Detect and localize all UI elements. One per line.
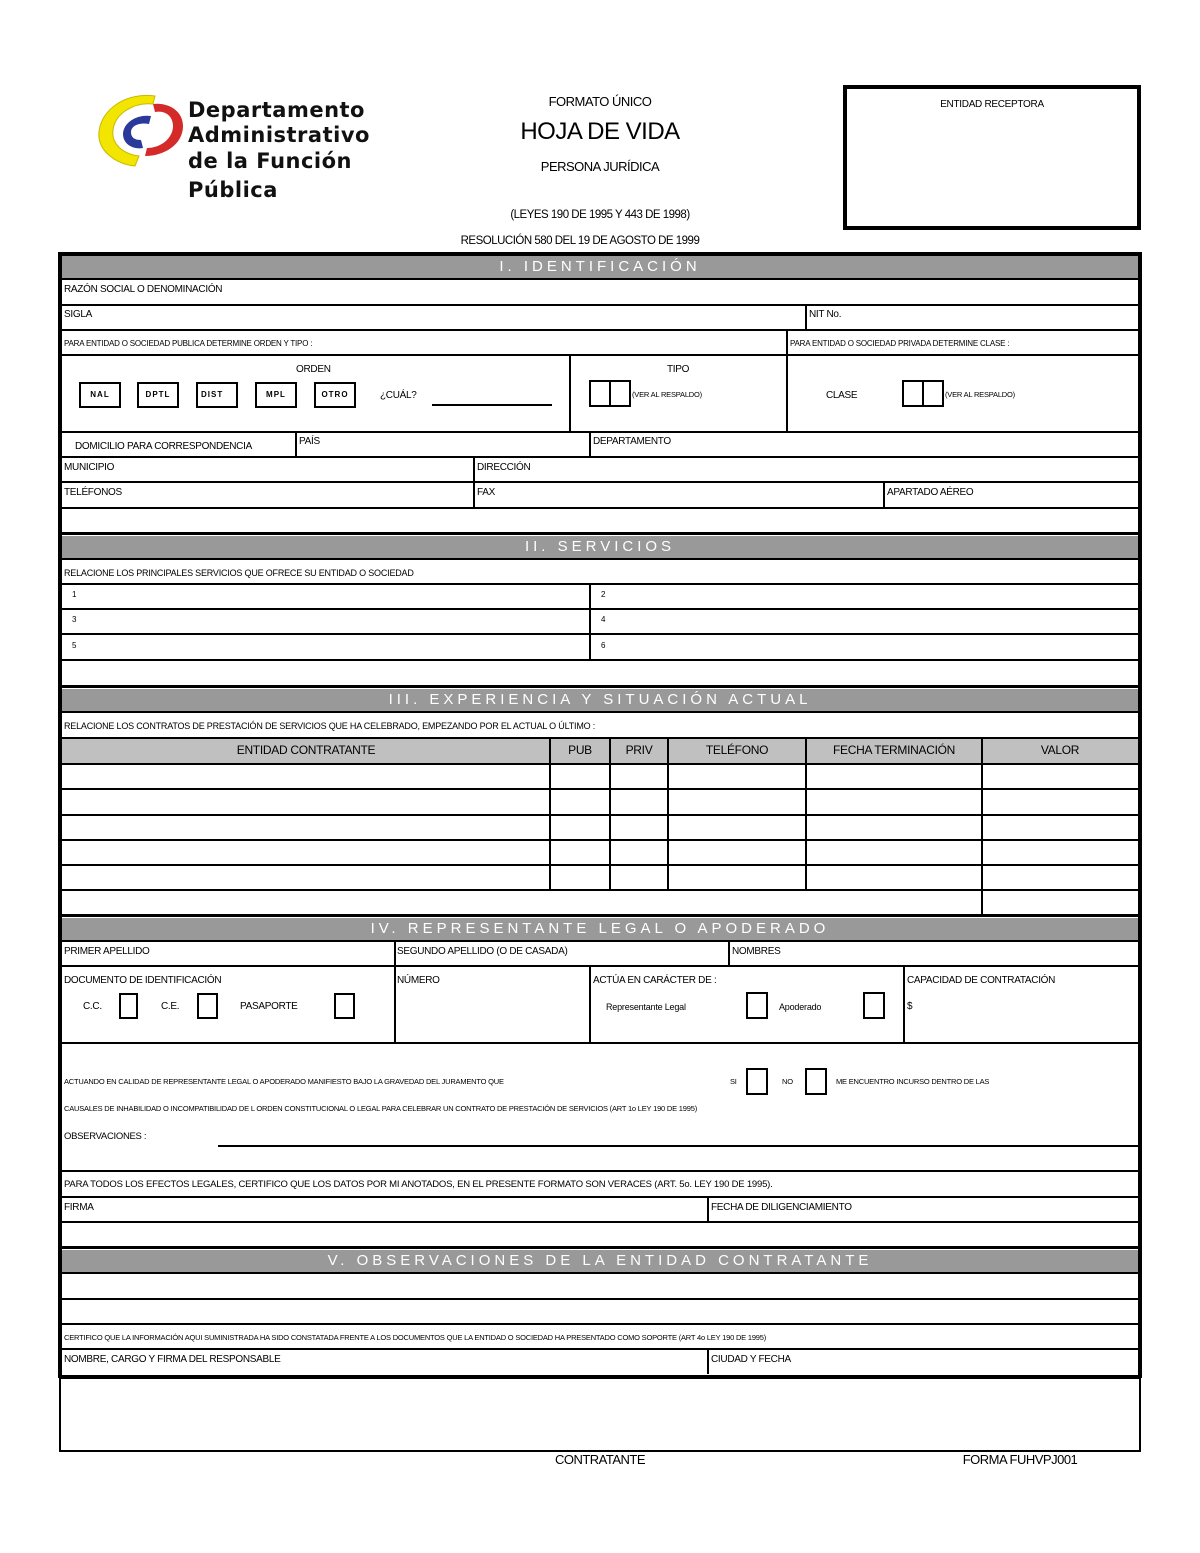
row2-priv-input[interactable] (612, 790, 666, 812)
servicio-5-label: 5 (72, 641, 77, 650)
entidad-receptora-box[interactable] (843, 85, 1141, 230)
apoderado-label: Apoderado (779, 1002, 822, 1012)
row5-priv-input[interactable] (612, 866, 666, 888)
declaracion-line-1b: ME ENCUENTRO INCURSO DENTRO DE LAS (836, 1077, 990, 1086)
section-ii-header: II. SERVICIOS (62, 536, 1138, 558)
nombre-cargo-input[interactable] (330, 1350, 703, 1372)
col-priv: PRIV (625, 743, 653, 757)
tipo-digit-2-box[interactable] (609, 380, 631, 407)
row1-telefono-input[interactable] (670, 765, 804, 787)
fax-label: FAX (477, 487, 495, 498)
clase-ver-respaldo: (VER AL RESPALDO) (945, 390, 1015, 399)
servicio-3-input[interactable] (85, 610, 585, 632)
orden-mpl-checkbox[interactable]: MPL (255, 382, 297, 408)
documento-label: DOCUMENTO DE IDENTIFICACIÓN (64, 975, 222, 986)
municipio-label: MUNICIPIO (64, 462, 115, 473)
row4-fecha-input[interactable] (808, 841, 980, 863)
logo-line-4: Pública (188, 178, 278, 202)
row2-pub-input[interactable] (552, 790, 608, 812)
primer-apellido-label: PRIMER APELLIDO (64, 946, 150, 957)
resolution-reference: RESOLUCIÓN 580 DEL 19 DE AGOSTO DE 1999 (460, 235, 700, 247)
numero-label: NÚMERO (397, 975, 440, 986)
section-iii-header: III. EXPERIENCIA Y SITUACIÓN ACTUAL (62, 689, 1138, 711)
row4-pub-input[interactable] (552, 841, 608, 863)
pasaporte-checkbox[interactable] (334, 993, 355, 1019)
ce-checkbox[interactable] (197, 993, 218, 1019)
observaciones-input[interactable] (218, 1126, 1136, 1144)
sigla-input[interactable] (100, 306, 800, 328)
sigla-label: SIGLA (64, 309, 92, 320)
no-checkbox[interactable] (805, 1068, 827, 1095)
departamento-input[interactable] (690, 433, 1135, 455)
col-telefono: TELÉFONO (705, 743, 769, 757)
fecha-diligenciamiento-input[interactable] (880, 1198, 1135, 1220)
certifico-entidad-text: CERTIFICO QUE LA INFORMACIÓN AQUI SUMINISTRADA HA SIDO CONSTATADA FRENTE A LOS DOCUMENTOS QUE LA ENTIDAD O SOCIEDAD HA PRESENTADO COMO SOPORTE (ART 4o LEY 190 DE 1995) (64, 1333, 767, 1342)
capacidad-label: CAPACIDAD DE CONTRATACIÓN (907, 975, 1056, 986)
col-valor: VALOR (1040, 743, 1080, 757)
direccion-input[interactable] (545, 458, 1135, 480)
nombre-cargo-label: NOMBRE, CARGO Y FIRMA DEL RESPONSABLE (64, 1354, 281, 1365)
si-checkbox[interactable] (746, 1068, 768, 1095)
row1-fecha-input[interactable] (808, 765, 980, 787)
clase-label: CLASE (826, 390, 858, 401)
pasaporte-label: PASAPORTE (240, 1001, 298, 1012)
cual-label: ¿CUÁL? (380, 390, 417, 401)
orden-nal-checkbox[interactable]: NAL (79, 382, 121, 408)
observaciones-label: OBSERVACIONES : (64, 1131, 147, 1142)
servicio-3-label: 3 (72, 615, 77, 624)
orden-otro-checkbox[interactable]: OTRO (314, 382, 356, 408)
row4-priv-input[interactable] (612, 841, 666, 863)
entidad-receptora-label: ENTIDAD RECEPTORA (940, 99, 1044, 110)
servicio-4-input[interactable] (615, 610, 1135, 632)
signature-area-box[interactable] (59, 1376, 1141, 1452)
representante-checkbox[interactable] (746, 992, 768, 1019)
publica-instruction: PARA ENTIDAD O SOCIEDAD PUBLICA DETERMINE ORDEN Y TIPO : (64, 339, 313, 348)
row5-valor-input[interactable] (984, 866, 1136, 888)
experiencia-instruction: RELACIONE LOS CONTRATOS DE PRESTACIÓN DE SERVICIOS QUE HA CELEBRADO, EMPEZANDO POR EL ACTUAL O ÚLTIMO : (64, 721, 596, 731)
col-pub: PUB (568, 743, 592, 757)
laws-reference: (LEYES 190 DE 1995 Y 443 DE 1998) (510, 209, 690, 221)
servicio-2-label: 2 (601, 590, 606, 599)
servicio-6-input[interactable] (615, 636, 1135, 658)
tipo-ver-respaldo: (VER AL RESPALDO) (632, 390, 702, 399)
departamento-label: DEPARTAMENTO (593, 436, 671, 447)
observaciones-entidad-input-2[interactable] (64, 1300, 1136, 1322)
segundo-apellido-label: SEGUNDO APELLIDO (O DE CASADA) (397, 946, 568, 957)
row2-telefono-input[interactable] (670, 790, 804, 812)
dafp-logo-icon (95, 92, 187, 168)
section-i-header: I. IDENTIFICACIÓN (62, 256, 1138, 278)
apartado-label: APARTADO AÉREO (887, 487, 974, 498)
nombres-label: NOMBRES (732, 946, 781, 957)
domicilio-label: DOMICILIO PARA CORRESPONDENCIA (75, 441, 252, 452)
col-fecha-terminacion: FECHA TERMINACIÓN (832, 743, 956, 757)
row1-valor-input[interactable] (984, 765, 1136, 787)
servicio-1-input[interactable] (85, 585, 585, 607)
nit-input[interactable] (850, 306, 1135, 328)
servicios-instruction: RELACIONE LOS PRINCIPALES SERVICIOS QUE OFRECE SU ENTIDAD O SOCIEDAD (64, 568, 414, 578)
numero-input[interactable] (398, 990, 586, 1038)
observaciones-entidad-input-1[interactable] (64, 1275, 1136, 1297)
logo-line-1: Departamento (188, 98, 365, 122)
tipo-label: TIPO (667, 364, 690, 375)
privada-instruction: PARA ENTIDAD O SOCIEDAD PRIVADA DETERMINE CLASE : (790, 339, 1010, 348)
clase-digit-1-box[interactable] (902, 380, 924, 407)
row4-entidad-input[interactable] (64, 841, 547, 863)
apoderado-checkbox[interactable] (863, 992, 885, 1019)
razon-social-input[interactable] (62, 296, 1138, 304)
primer-apellido-input[interactable] (170, 942, 392, 964)
observaciones-input-2[interactable] (64, 1148, 1136, 1168)
row1-entidad-input[interactable] (64, 765, 547, 787)
tipo-digit-1-box[interactable] (589, 380, 611, 407)
pais-input[interactable] (330, 433, 585, 455)
row5-fecha-input[interactable] (808, 866, 980, 888)
row4-valor-input[interactable] (984, 841, 1136, 863)
copy-label: CONTRATANTE (554, 1452, 646, 1467)
ciudad-fecha-label: CIUDAD Y FECHA (711, 1354, 791, 1365)
row2-valor-input[interactable] (984, 790, 1136, 812)
page-title: HOJA DE VIDA (520, 118, 680, 145)
form-subtitle: FORMATO ÚNICO (548, 94, 652, 109)
row3-pub-input[interactable] (552, 816, 608, 838)
section-v-header: V. OBSERVACIONES DE LA ENTIDAD CONTRATANTE (62, 1250, 1138, 1272)
servicio-1-label: 1 (72, 590, 77, 599)
representante-label: Representante Legal (606, 1002, 686, 1012)
form-code: FORMA FUHVPJ001 (962, 1452, 1078, 1467)
fecha-diligenciamiento-label: FECHA DE DILIGENCIAMIENTO (711, 1202, 852, 1213)
si-label: SI (730, 1077, 737, 1086)
no-label: NO (782, 1077, 793, 1086)
certifico-legal-text: PARA TODOS LOS EFECTOS LEGALES, CERTIFICO QUE LOS DATOS POR MI ANOTADOS, EN EL PRESENTE FORMATO SON VERACES (ART. 5o. LEY 190 DE 1995). (64, 1179, 773, 1190)
valor-total-input[interactable] (984, 891, 1136, 913)
capacidad-input[interactable] (918, 996, 1135, 1018)
municipio-input[interactable] (130, 458, 470, 480)
row3-priv-input[interactable] (612, 816, 666, 838)
row5-telefono-input[interactable] (670, 866, 804, 888)
actua-label: ACTÚA EN CARÁCTER DE : (593, 975, 717, 986)
declaracion-line-2: CAUSALES DE INHABILIDAD O INCOMPATIBILIDAD DE L ORDEN CONSTITUCIONAL O LEGAL PARA CELEBRAR UN CONTRATO DE PRESTACIÓN DE SERVICIOS (ART 1o LEY 190 DE 1995) (64, 1104, 697, 1113)
row2-entidad-input[interactable] (64, 790, 547, 812)
currency-symbol: $ (907, 1001, 913, 1012)
declaracion-line-1: ACTUANDO EN CALIDAD DE REPRESENTANTE LEGAL O APODERADO MANIFIESTO BAJO LA GRAVEDAD DEL JURAMENTO QUE (64, 1077, 504, 1086)
servicio-4-label: 4 (601, 615, 606, 624)
nit-label: NIT No. (809, 309, 842, 320)
razon-social-label: RAZÓN SOCIAL O DENOMINACIÓN (64, 284, 223, 295)
row5-entidad-input[interactable] (64, 866, 547, 888)
row3-valor-input[interactable] (984, 816, 1136, 838)
ciudad-fecha-input[interactable] (810, 1350, 1135, 1372)
servicio-2-input[interactable] (615, 585, 1135, 607)
col-entidad: ENTIDAD CONTRATANTE (236, 743, 376, 757)
row2-fecha-input[interactable] (808, 790, 980, 812)
fax-input[interactable] (500, 483, 878, 505)
servicio-5-input[interactable] (85, 636, 585, 658)
orden-label: ORDEN (296, 364, 331, 375)
clase-digit-2-box[interactable] (922, 380, 944, 407)
orden-dist-checkbox[interactable]: DIST (196, 382, 238, 408)
orden-dptl-checkbox[interactable]: DPTL (137, 382, 179, 408)
servicio-6-label: 6 (601, 641, 606, 650)
logo-line-2: Administrativo (188, 123, 370, 147)
pais-label: PAÍS (299, 436, 320, 447)
row1-priv-input[interactable] (612, 765, 666, 787)
cc-checkbox[interactable] (119, 993, 138, 1019)
row3-fecha-input[interactable] (808, 816, 980, 838)
row3-entidad-input[interactable] (64, 816, 547, 838)
row4-telefono-input[interactable] (670, 841, 804, 863)
cual-input[interactable] (432, 388, 552, 406)
direccion-label: DIRECCIÓN (477, 462, 531, 473)
cc-label: C.C. (83, 1001, 102, 1012)
logo-line-3: de la Función (188, 149, 352, 173)
section-iv-header: IV. REPRESENTANTE LEGAL O APODERADO (62, 918, 1138, 940)
row3-telefono-input[interactable] (670, 816, 804, 838)
row1-pub-input[interactable] (552, 765, 608, 787)
firma-label: FIRMA (64, 1202, 94, 1213)
firma-input[interactable] (100, 1198, 703, 1220)
telefonos-input[interactable] (135, 483, 470, 505)
nombres-input[interactable] (792, 942, 1135, 964)
apartado-input[interactable] (995, 483, 1135, 505)
segundo-apellido-input[interactable] (600, 942, 726, 964)
telefonos-label: TELÉFONOS (64, 487, 122, 498)
form-type: PERSONA JURÍDICA (540, 159, 660, 174)
row5-pub-input[interactable] (552, 866, 608, 888)
ce-label: C.E. (161, 1001, 180, 1012)
